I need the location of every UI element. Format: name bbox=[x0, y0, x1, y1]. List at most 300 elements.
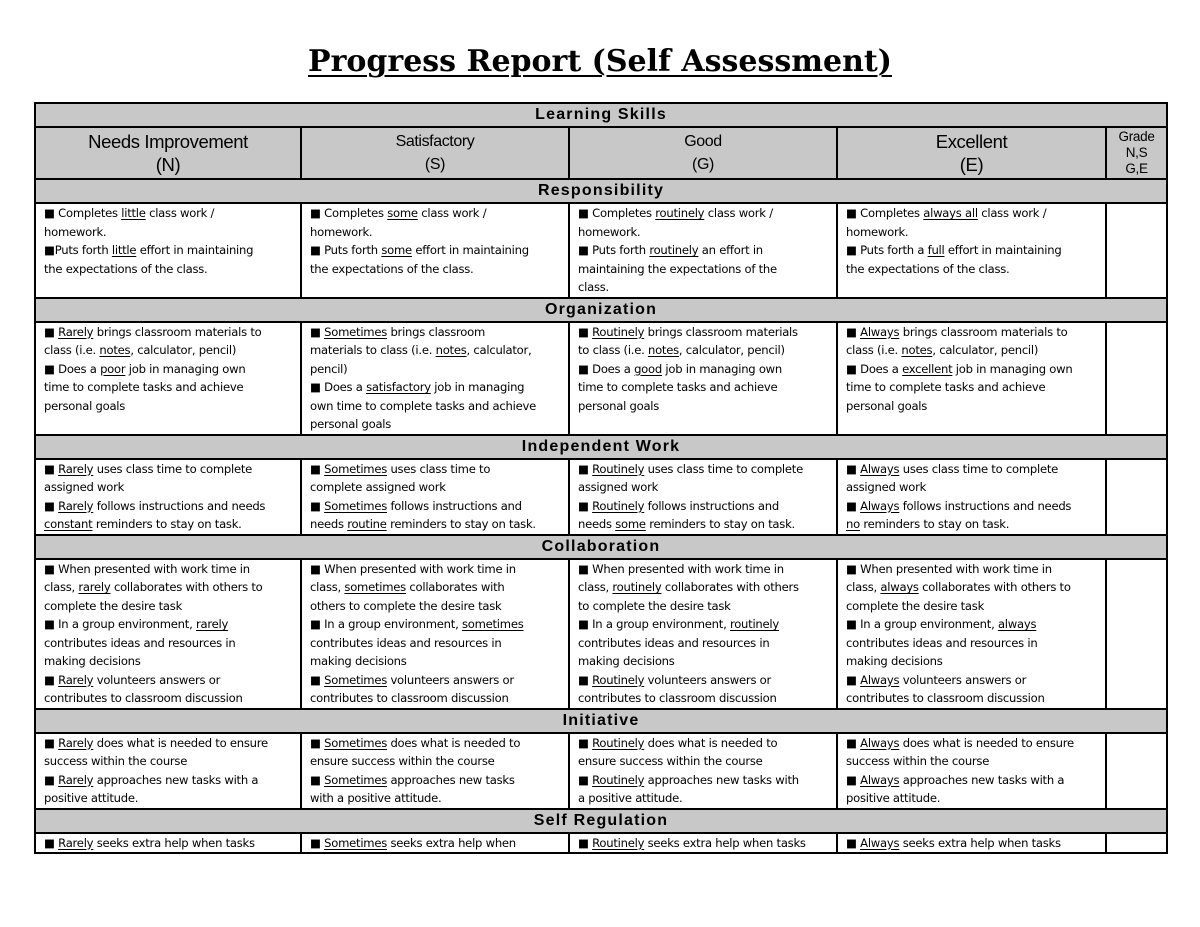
column-header-label: Satisfactory bbox=[395, 133, 475, 150]
responsibility-good-cell bbox=[569, 203, 837, 298]
collaboration-needs-improvement-cell bbox=[35, 559, 301, 709]
column-header-label: Excellent bbox=[935, 131, 1008, 152]
criteria-text: job in managing bbox=[430, 380, 525, 394]
column-header-satisfactory bbox=[301, 127, 569, 179]
column-header-code: (G) bbox=[692, 156, 714, 173]
criteria-line bbox=[846, 734, 1105, 753]
independent-work-needs-improvement-cell bbox=[35, 459, 301, 535]
emphasized-word: routinely bbox=[649, 243, 699, 257]
collaboration-criteria-row bbox=[35, 559, 1167, 709]
criteria-line bbox=[310, 578, 568, 597]
criteria-line bbox=[578, 771, 836, 790]
criteria-line bbox=[578, 834, 836, 853]
emphasized-word: some bbox=[615, 517, 646, 531]
criteria-line bbox=[310, 634, 568, 653]
criteria-line bbox=[846, 323, 1105, 342]
criteria-text: ■ In a group environment, bbox=[846, 617, 998, 631]
criteria-line bbox=[44, 834, 300, 853]
responsibility-satisfactory-cell bbox=[301, 203, 569, 298]
emphasized-word: always bbox=[997, 617, 1037, 631]
criteria-line bbox=[578, 204, 836, 223]
collaboration-good-cell bbox=[569, 559, 837, 709]
criteria-line bbox=[310, 671, 568, 690]
criteria-text: personal goals bbox=[578, 398, 660, 413]
criteria-line bbox=[44, 397, 300, 416]
criteria-line bbox=[310, 789, 568, 808]
criteria-line bbox=[578, 378, 836, 397]
emphasized-word: Rarely bbox=[58, 735, 94, 750]
organization-grade-entry[interactable] bbox=[1106, 322, 1167, 435]
initiative-satisfactory-cell bbox=[301, 733, 569, 809]
emphasized-word: Always bbox=[860, 324, 900, 339]
criteria-text: effort in maintaining bbox=[411, 243, 529, 257]
criteria-text: job in managing own bbox=[661, 361, 783, 376]
responsibility-excellent-cell bbox=[837, 203, 1106, 298]
criteria-text: ■ bbox=[846, 324, 861, 339]
criteria-line bbox=[846, 752, 1105, 771]
criteria-line bbox=[578, 634, 836, 653]
criteria-text: ■ bbox=[310, 835, 325, 850]
column-header-good bbox=[569, 127, 837, 179]
criteria-text: assigned work bbox=[846, 480, 927, 494]
criteria-text: does what is needed to ensure bbox=[93, 735, 268, 750]
criteria-text: the expectations of the class. bbox=[846, 261, 1010, 276]
criteria-line bbox=[846, 260, 1105, 279]
criteria-line bbox=[846, 689, 1105, 708]
emphasized-word: some bbox=[381, 243, 412, 257]
criteria-line bbox=[578, 241, 836, 260]
independent-work-grade-entry[interactable] bbox=[1106, 459, 1167, 535]
self-regulation-needs-improvement-cell bbox=[35, 833, 301, 854]
criteria-line bbox=[44, 260, 300, 279]
collaboration-grade-entry[interactable] bbox=[1106, 559, 1167, 709]
criteria-text: job in managing own bbox=[952, 361, 1073, 376]
emphasized-word: full bbox=[927, 243, 945, 257]
column-header-grade bbox=[1106, 127, 1167, 179]
criteria-text: ■ bbox=[44, 461, 59, 476]
emphasized-word: always all bbox=[923, 206, 978, 220]
self-regulation-section-header bbox=[35, 809, 1167, 833]
criteria-line bbox=[44, 497, 300, 516]
emphasized-word: poor bbox=[100, 361, 126, 376]
criteria-text: brings classroom materials to bbox=[93, 324, 262, 339]
emphasized-word: Sometimes bbox=[324, 835, 388, 850]
criteria-line bbox=[846, 515, 1105, 534]
criteria-text: ■ bbox=[310, 324, 325, 339]
criteria-line bbox=[310, 323, 568, 342]
independent-work-satisfactory-cell bbox=[301, 459, 569, 535]
criteria-text: approaches new tasks with a bbox=[899, 772, 1065, 787]
criteria-line bbox=[44, 204, 300, 223]
criteria-text: ■ bbox=[578, 498, 593, 513]
responsibility-section-header bbox=[35, 179, 1167, 203]
criteria-line bbox=[578, 615, 836, 634]
emphasized-word: notes bbox=[435, 343, 467, 357]
criteria-line bbox=[846, 597, 1105, 616]
criteria-text: to class (i.e. bbox=[578, 343, 648, 357]
organization-excellent-cell bbox=[837, 322, 1106, 435]
criteria-line bbox=[578, 652, 836, 671]
criteria-text: contributes to classroom discussion bbox=[44, 691, 243, 705]
criteria-line bbox=[310, 560, 568, 579]
criteria-text: ■ bbox=[578, 461, 593, 476]
rubric-table bbox=[34, 102, 1168, 854]
emphasized-word: Routinely bbox=[592, 772, 645, 787]
criteria-line bbox=[310, 515, 568, 534]
emphasized-word: Rarely bbox=[58, 324, 94, 339]
criteria-text: ■ bbox=[578, 735, 593, 750]
criteria-text: class work / bbox=[145, 206, 215, 220]
criteria-text: reminders to stay on task. bbox=[645, 517, 795, 531]
criteria-text: , calculator, pencil) bbox=[678, 343, 785, 357]
criteria-text: needs bbox=[310, 517, 348, 531]
criteria-text: collaborates with bbox=[405, 580, 505, 594]
emphasized-word: Routinely bbox=[592, 835, 645, 850]
emphasized-word: Sometimes bbox=[324, 772, 388, 787]
criteria-line bbox=[578, 789, 836, 808]
criteria-text: ■ When presented with work time in bbox=[578, 561, 784, 576]
criteria-line bbox=[310, 204, 568, 223]
emphasized-word: routinely bbox=[612, 580, 662, 594]
criteria-line bbox=[846, 223, 1105, 242]
initiative-grade-entry[interactable] bbox=[1106, 733, 1167, 809]
criteria-text: materials to class (i.e. bbox=[310, 343, 436, 357]
initiative-section-header bbox=[35, 709, 1167, 733]
criteria-text: ■ bbox=[310, 735, 325, 750]
emphasized-word: excellent bbox=[902, 361, 953, 376]
criteria-text: does what is needed to ensure bbox=[899, 735, 1074, 750]
criteria-text: ■ bbox=[310, 772, 325, 787]
emphasized-word: Routinely bbox=[592, 461, 645, 476]
criteria-line bbox=[44, 378, 300, 397]
criteria-text: ■ Does a bbox=[578, 361, 635, 376]
responsibility-needs-improvement-cell bbox=[35, 203, 301, 298]
criteria-text: class, bbox=[846, 580, 881, 594]
criteria-line bbox=[846, 789, 1105, 808]
independent-work-criteria-row bbox=[35, 459, 1167, 535]
emphasized-word: Sometimes bbox=[324, 324, 388, 339]
criteria-text: approaches new tasks bbox=[387, 772, 515, 787]
criteria-text: class (i.e. bbox=[846, 343, 902, 357]
criteria-line bbox=[44, 341, 300, 360]
criteria-text: contributes ideas and resources in bbox=[578, 635, 770, 650]
criteria-text: , calculator, pencil) bbox=[130, 343, 237, 357]
emphasized-word: Rarely bbox=[58, 835, 94, 850]
emphasized-word: Routinely bbox=[592, 672, 645, 687]
criteria-line bbox=[310, 752, 568, 771]
criteria-text: uses class time to complete bbox=[644, 461, 803, 476]
emphasized-word: Rarely bbox=[58, 461, 94, 476]
criteria-text: success within the course bbox=[44, 754, 188, 768]
criteria-text: reminders to stay on task. bbox=[386, 517, 536, 531]
collaboration-section-header bbox=[35, 535, 1167, 559]
criteria-text: ■ Completes bbox=[44, 206, 122, 220]
self-regulation-criteria-row bbox=[35, 833, 1167, 854]
criteria-line bbox=[310, 652, 568, 671]
emphasized-word: Always bbox=[860, 461, 900, 476]
criteria-text: uses class time to complete bbox=[899, 461, 1059, 476]
criteria-line bbox=[846, 834, 1105, 853]
criteria-line bbox=[44, 360, 300, 379]
section-title: Independent Work bbox=[35, 435, 1167, 459]
criteria-text: class work / bbox=[977, 206, 1047, 220]
criteria-line bbox=[578, 341, 836, 360]
criteria-text: ■ bbox=[44, 672, 59, 687]
criteria-text: personal goals bbox=[310, 417, 392, 431]
criteria-text: the expectations of the class. bbox=[310, 261, 474, 276]
criteria-line bbox=[578, 578, 836, 597]
criteria-text: assigned work bbox=[578, 480, 659, 494]
criteria-text: follows instructions and bbox=[387, 498, 522, 513]
criteria-text: volunteers answers or bbox=[899, 672, 1027, 687]
column-header-row bbox=[35, 127, 1167, 179]
column-header-code: (E) bbox=[959, 154, 984, 175]
criteria-line bbox=[310, 615, 568, 634]
section-title: Responsibility bbox=[35, 179, 1167, 203]
criteria-line bbox=[310, 834, 568, 853]
criteria-line bbox=[846, 341, 1105, 360]
criteria-line bbox=[44, 597, 300, 616]
criteria-text: seeks extra help when tasks bbox=[899, 835, 1061, 850]
organization-section-header bbox=[35, 298, 1167, 322]
criteria-text: making decisions bbox=[310, 654, 407, 668]
criteria-text: ■ Puts forth a bbox=[846, 243, 928, 257]
criteria-text: ■ When presented with work time in bbox=[44, 561, 250, 576]
collaboration-satisfactory-cell bbox=[301, 559, 569, 709]
criteria-text: ■ bbox=[846, 461, 861, 476]
criteria-line bbox=[578, 360, 836, 379]
page-title: Progress Report (Self Assessment) bbox=[308, 44, 892, 79]
emphasized-word: constant bbox=[44, 517, 93, 531]
criteria-line bbox=[846, 771, 1105, 790]
criteria-line bbox=[44, 223, 300, 242]
grade-codes: N,S bbox=[1125, 145, 1148, 160]
emphasized-word: notes bbox=[99, 343, 131, 357]
criteria-text: to complete the desire task bbox=[578, 598, 731, 613]
emphasized-word: Always bbox=[860, 735, 900, 750]
criteria-text: class work / bbox=[704, 206, 773, 220]
criteria-line bbox=[578, 671, 836, 690]
criteria-line bbox=[44, 241, 300, 260]
emphasized-word: notes bbox=[901, 343, 933, 357]
independent-work-good-cell bbox=[569, 459, 837, 535]
criteria-text: contributes to classroom discussion bbox=[310, 691, 509, 705]
emphasized-word: rarely bbox=[195, 617, 229, 631]
criteria-line bbox=[846, 204, 1105, 223]
criteria-text: follows instructions and bbox=[644, 498, 779, 513]
criteria-line bbox=[578, 460, 836, 479]
criteria-line bbox=[578, 323, 836, 342]
initiative-good-cell bbox=[569, 733, 837, 809]
criteria-line bbox=[310, 223, 568, 242]
criteria-line bbox=[310, 397, 568, 416]
criteria-text: ■ In a group environment, bbox=[578, 617, 730, 631]
criteria-line bbox=[44, 734, 300, 753]
criteria-text: ■ bbox=[44, 735, 59, 750]
emphasized-word: Routinely bbox=[592, 324, 645, 339]
criteria-text: seeks extra help when bbox=[387, 835, 516, 850]
criteria-text: ■ bbox=[310, 498, 325, 513]
self-regulation-grade-entry[interactable] bbox=[1106, 833, 1167, 854]
criteria-text: reminders to stay on task. bbox=[92, 517, 242, 531]
criteria-text: complete the desire task bbox=[846, 598, 985, 613]
responsibility-grade-entry[interactable] bbox=[1106, 203, 1167, 298]
self-regulation-good-cell bbox=[569, 833, 837, 854]
criteria-line bbox=[44, 752, 300, 771]
responsibility-criteria-row bbox=[35, 203, 1167, 298]
section-title: Collaboration bbox=[35, 535, 1167, 559]
criteria-text: seeks extra help when tasks bbox=[644, 835, 806, 850]
criteria-line bbox=[310, 460, 568, 479]
emphasized-word: Sometimes bbox=[324, 461, 388, 476]
criteria-line bbox=[44, 689, 300, 708]
criteria-line bbox=[846, 460, 1105, 479]
criteria-line bbox=[846, 360, 1105, 379]
criteria-line bbox=[578, 478, 836, 497]
criteria-line bbox=[846, 497, 1105, 516]
criteria-text: personal goals bbox=[846, 398, 928, 413]
criteria-line bbox=[846, 478, 1105, 497]
criteria-line bbox=[44, 771, 300, 790]
independent-work-excellent-cell bbox=[837, 459, 1106, 535]
criteria-text: follows instructions and needs bbox=[899, 498, 1072, 513]
criteria-text: volunteers answers or bbox=[93, 672, 221, 687]
criteria-text: reminders to stay on task. bbox=[859, 517, 1010, 531]
emphasized-word: Sometimes bbox=[324, 735, 388, 750]
self-regulation-excellent-cell bbox=[837, 833, 1106, 854]
initiative-needs-improvement-cell bbox=[35, 733, 301, 809]
criteria-text: ■ Puts forth bbox=[578, 243, 650, 257]
organization-satisfactory-cell bbox=[301, 322, 569, 435]
criteria-text: maintaining the expectations of the bbox=[578, 261, 777, 276]
criteria-text: ■ In a group environment, bbox=[44, 617, 196, 631]
criteria-text: effort in maintaining bbox=[944, 243, 1062, 257]
criteria-text: ■ bbox=[846, 498, 861, 513]
initiative-excellent-cell bbox=[837, 733, 1106, 809]
criteria-line bbox=[846, 378, 1105, 397]
criteria-line bbox=[846, 671, 1105, 690]
criteria-text: positive attitude. bbox=[44, 791, 139, 805]
criteria-text: ■ bbox=[846, 835, 861, 850]
section-title: Organization bbox=[35, 298, 1167, 322]
emphasized-word: rarely bbox=[78, 580, 111, 594]
emphasized-word: Rarely bbox=[58, 772, 94, 787]
criteria-line bbox=[846, 397, 1105, 416]
criteria-text: follows instructions and needs bbox=[93, 498, 266, 513]
criteria-text: homework. bbox=[310, 224, 373, 239]
emphasized-word: routinely bbox=[655, 206, 705, 220]
criteria-text: contributes to classroom discussion bbox=[846, 691, 1045, 705]
column-header-label: Needs Improvement bbox=[88, 131, 248, 152]
criteria-text: collaborates with others to bbox=[110, 580, 263, 594]
criteria-line bbox=[44, 560, 300, 579]
criteria-text: ■ Completes bbox=[846, 206, 924, 220]
criteria-text: does what is needed to bbox=[644, 735, 778, 750]
criteria-line bbox=[310, 478, 568, 497]
criteria-text: ■ When presented with work time in bbox=[310, 561, 516, 576]
emphasized-word: Routinely bbox=[592, 498, 645, 513]
criteria-text: with a positive attitude. bbox=[310, 791, 442, 805]
criteria-text: class (i.e. bbox=[44, 343, 100, 357]
criteria-text: pencil) bbox=[310, 361, 348, 376]
criteria-text: volunteers answers or bbox=[644, 672, 772, 687]
criteria-text: homework. bbox=[44, 224, 107, 239]
emphasized-word: little bbox=[111, 243, 137, 257]
emphasized-word: Always bbox=[860, 835, 900, 850]
criteria-text: complete the desire task bbox=[44, 598, 183, 613]
emphasized-word: routine bbox=[347, 517, 387, 531]
criteria-text: complete assigned work bbox=[310, 480, 446, 494]
criteria-line bbox=[578, 223, 836, 242]
criteria-line bbox=[310, 378, 568, 397]
criteria-text: homework. bbox=[846, 224, 909, 239]
criteria-line bbox=[846, 241, 1105, 260]
section-title: Initiative bbox=[35, 709, 1167, 733]
criteria-line bbox=[44, 578, 300, 597]
emphasized-word: Rarely bbox=[58, 498, 94, 513]
criteria-text: approaches new tasks with a bbox=[93, 772, 259, 787]
criteria-text: collaborates with others bbox=[661, 580, 799, 594]
criteria-line bbox=[578, 497, 836, 516]
criteria-line bbox=[44, 634, 300, 653]
criteria-text: ■ When presented with work time in bbox=[846, 561, 1052, 576]
criteria-text: time to complete tasks and achieve bbox=[578, 380, 778, 394]
criteria-text: ■ Does a bbox=[846, 361, 903, 376]
criteria-text: ■ bbox=[578, 324, 593, 339]
criteria-text: personal goals bbox=[44, 398, 126, 413]
criteria-text: , calculator, pencil) bbox=[932, 343, 1039, 357]
column-header-code: (N) bbox=[155, 154, 181, 175]
criteria-text: ■ bbox=[310, 672, 325, 687]
emphasized-word: always bbox=[880, 580, 919, 594]
emphasized-word: Sometimes bbox=[324, 672, 388, 687]
criteria-text: class work / bbox=[417, 206, 487, 220]
criteria-text: brings classroom materials to bbox=[899, 324, 1068, 339]
criteria-text: class, bbox=[44, 580, 79, 594]
criteria-line bbox=[846, 578, 1105, 597]
criteria-text: ■ bbox=[846, 735, 861, 750]
criteria-text: ■ bbox=[578, 835, 593, 850]
organization-good-cell bbox=[569, 322, 837, 435]
criteria-text: making decisions bbox=[44, 654, 141, 668]
column-header-code: (S) bbox=[424, 156, 446, 173]
criteria-text: does what is needed to bbox=[387, 735, 521, 750]
criteria-text: an effort in bbox=[698, 243, 763, 257]
criteria-line bbox=[44, 515, 300, 534]
criteria-line bbox=[578, 734, 836, 753]
criteria-line bbox=[310, 497, 568, 516]
criteria-text: ■ bbox=[44, 324, 59, 339]
criteria-text: class. bbox=[578, 280, 609, 294]
criteria-text: ensure success within the course bbox=[578, 754, 763, 768]
criteria-line bbox=[44, 789, 300, 808]
self-regulation-satisfactory-cell bbox=[301, 833, 569, 854]
criteria-text: volunteers answers or bbox=[387, 672, 514, 687]
criteria-text: ■ Does a bbox=[310, 380, 367, 394]
emphasized-word: little bbox=[121, 206, 146, 220]
criteria-line bbox=[846, 560, 1105, 579]
criteria-text: brings classroom bbox=[387, 324, 486, 339]
criteria-text: making decisions bbox=[846, 654, 943, 668]
criteria-text: needs bbox=[578, 517, 616, 531]
criteria-text: , calculator, bbox=[466, 343, 532, 357]
learning-skills-header-row bbox=[35, 103, 1167, 127]
criteria-line bbox=[44, 460, 300, 479]
criteria-text: uses class time to complete bbox=[93, 461, 253, 476]
emphasized-word: notes bbox=[647, 343, 679, 357]
column-header-excellent bbox=[837, 127, 1106, 179]
criteria-text: approaches new tasks with bbox=[644, 772, 799, 787]
